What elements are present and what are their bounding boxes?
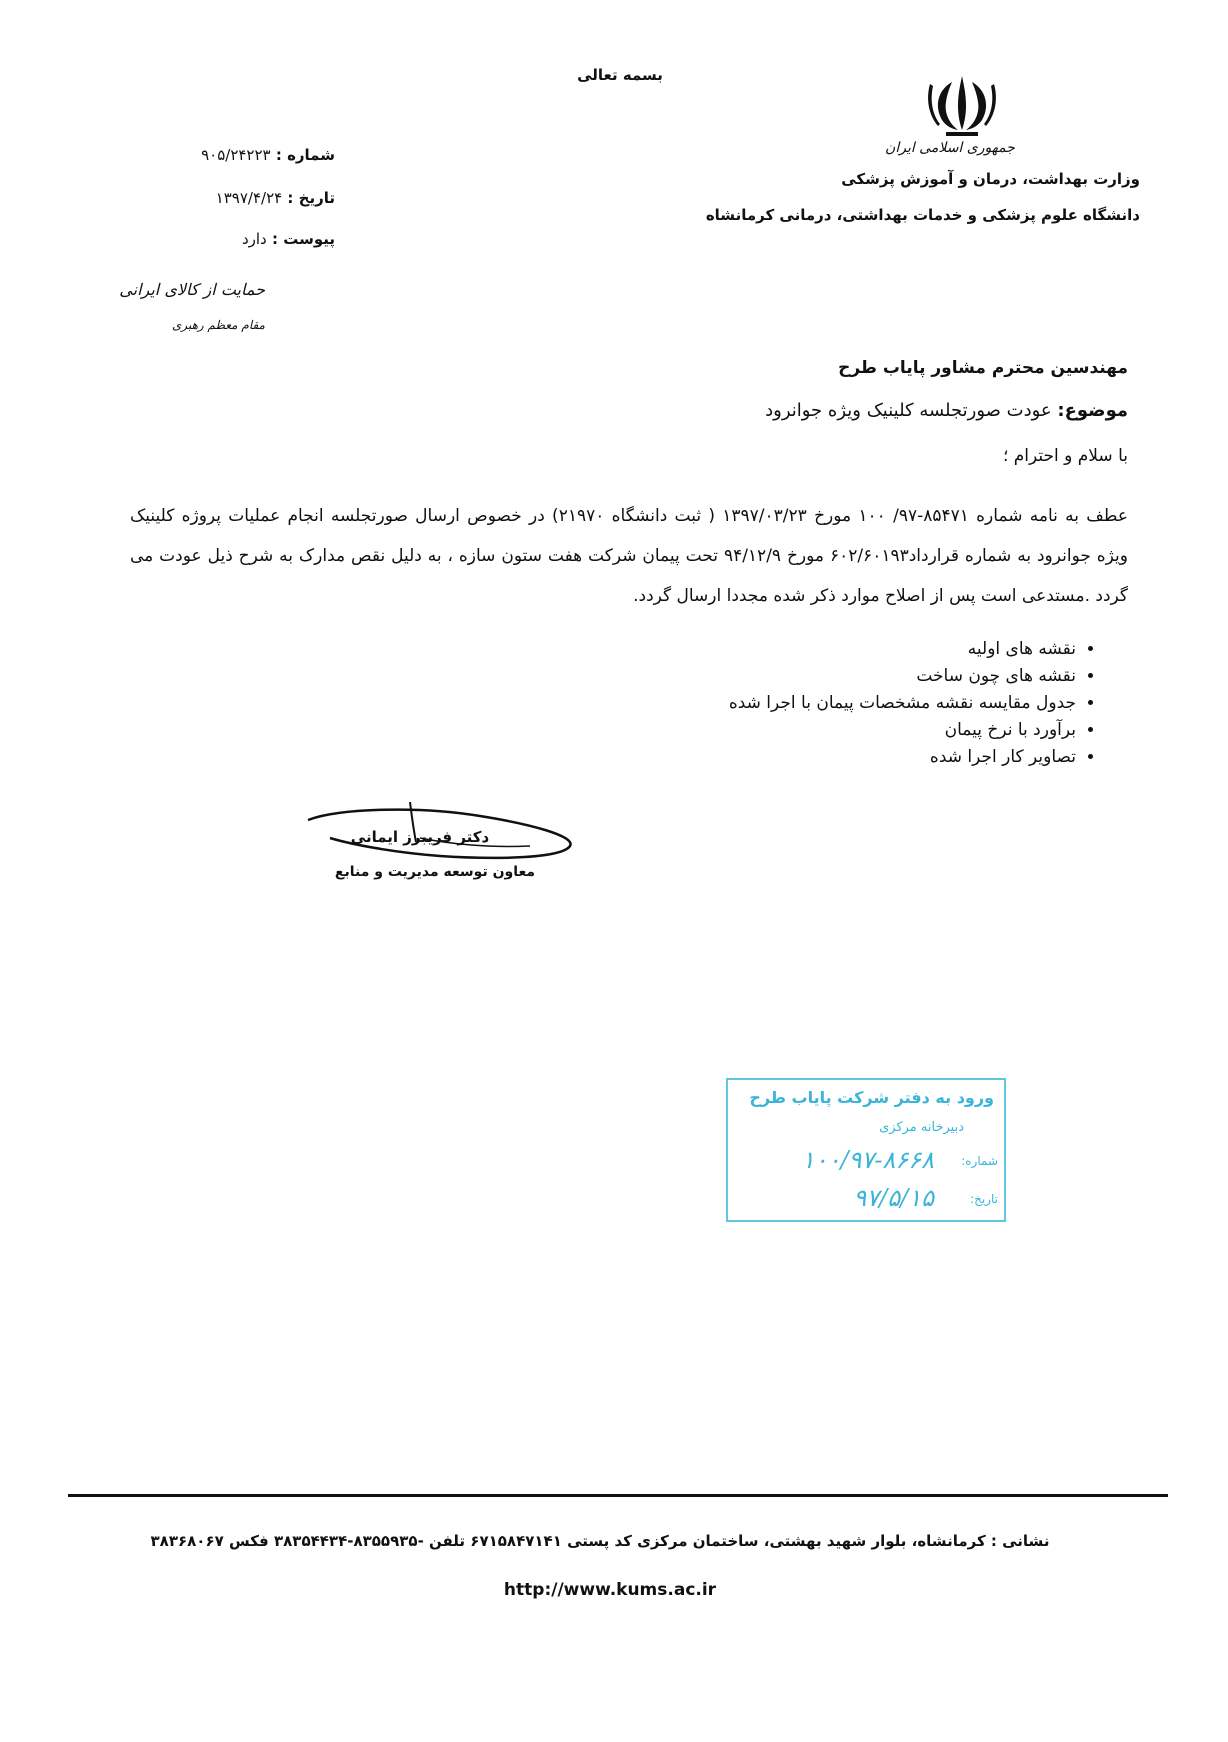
letter-attachment — [110, 230, 335, 248]
stamp-date-label: تاریخ: — [970, 1192, 998, 1206]
stamp-date: ۹۷/۵/۱۵ — [853, 1184, 934, 1212]
list-item: • برآورد با نرخ پیمان — [600, 717, 1076, 744]
greeting: با سلام و احترام ؛ — [1002, 446, 1128, 466]
subject-text: عودت صورتجلسه کلینیک ویژه جوانرود — [765, 400, 1052, 421]
signer-name: دکتر فریبرز ایمانی — [350, 828, 490, 846]
list-item: • تصاویر کار اجرا شده — [600, 744, 1076, 771]
stamp-number-label: شماره: — [961, 1154, 998, 1168]
signer-title: معاون توسعه مدیریت و منابع — [334, 864, 536, 880]
subject-line — [600, 400, 1128, 421]
letter-date-value: ۱۳۹۷/۴/۲۴ — [215, 189, 283, 207]
list-item: • جدول مقایسه نقشه مشخصات پیمان با اجرا شده — [600, 690, 1076, 717]
ministry-name: وزارت بهداشت، درمان و آموزش پزشکی — [841, 170, 1140, 188]
document-list — [600, 636, 1100, 771]
footer-address: نشانی : کرمانشاه، بلوار شهید بهشتی، ساختمان مرکزی کد پستی ۶۷۱۵۸۴۷۱۴۱ تلفن -۸۳۵۵۹۳۵-۳۸۳۵۴۴۳۴ فکس ۳۸۳۶۸۰۶۷ — [150, 1532, 1050, 1550]
letter-body: عطف به نامه شماره ۸۵۴۷۱-۹۷/ ۱۰۰ مورخ ۱۳۹۷/۰۳/۲۳ ( ثبت دانشگاه ۲۱۹۷۰) در خصوص ارسال صورتجلسه انجام عملیات پروژه کلینیک ویژه جوانرود به شماره قرارداد۶۰۲/۶۰۱۹۳ مورخ ۹۴/۱۲/۹ تحت پیمان شرکت هفت ستون سازه ، به دلیل نقص مدارک به شرح ذیل عودت می گردد .مستدعی است پس از اصلاح موارد ذکر شده مجددا ارسال گردد. — [130, 506, 1128, 606]
footer-website-link[interactable]: http://www.kums.ac.ir — [503, 1580, 717, 1600]
letter-date — [110, 189, 335, 207]
letter-number — [110, 146, 335, 164]
letter-attachment-label: پیوست : — [271, 230, 335, 248]
stamp-subtitle: دبیرخانه مرکزی — [879, 1120, 964, 1135]
letter-attachment-value: دارد — [241, 230, 267, 248]
iran-emblem-icon — [924, 72, 1000, 138]
letter-number-value: ۹۰۵/۲۴۲۲۳ — [201, 146, 271, 164]
slogan-attribution: مقام معظم رهبری — [171, 318, 265, 332]
footer-divider — [68, 1494, 1168, 1497]
republic-caption: جمهوری اسلامی ایران — [885, 140, 1015, 156]
list-item: • نقشه های اولیه — [600, 636, 1076, 663]
bismillah-heading: بسمه تعالی — [577, 66, 663, 84]
receipt-stamp — [726, 1078, 1006, 1222]
university-name: دانشگاه علوم پزشکی و خدمات بهداشتی، درمانی کرمانشاه — [705, 206, 1140, 224]
stamp-title: ورود به دفتر شرکت پایاب طرح — [749, 1088, 994, 1107]
letter-number-label: شماره : — [275, 146, 335, 164]
recipient: مهندسین محترم مشاور پایاب طرح — [838, 358, 1128, 378]
stamp-number: ۱۰۰/۹۷-۸۶۶۸ — [801, 1146, 934, 1174]
slogan-line: حمایت از کالای ایرانی — [119, 280, 265, 299]
list-item: • نقشه های چون ساخت — [600, 663, 1076, 690]
letter-date-label: تاریخ : — [287, 189, 335, 207]
subject-label: موضوع: — [1057, 400, 1128, 421]
